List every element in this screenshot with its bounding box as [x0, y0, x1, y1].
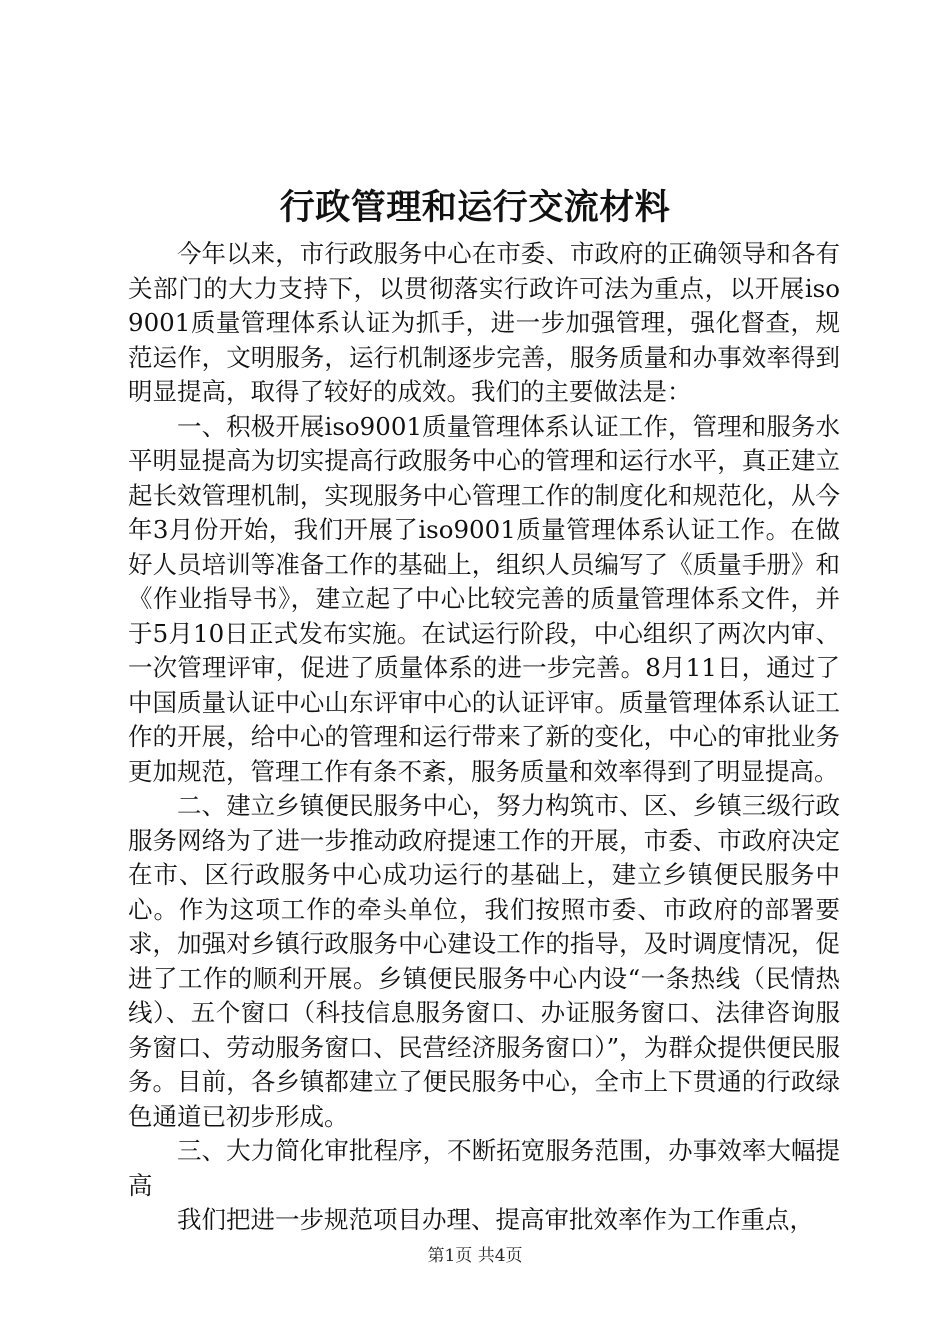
paragraph-section-3-heading: 三、大力简化审批程序，不断拓宽服务范围，办事效率大幅提高 [128, 1136, 840, 1200]
page-number-footer: 第1页 共4页 [427, 1246, 523, 1266]
document-body [128, 237, 840, 1238]
paragraph-section-1: 一、积极开展iso9001质量管理体系认证工作，管理和服务水平明显提高为切实提高行政服务中心的管理和运行水平，真正建立起长效管理机制，实现服务中心管理工作的制度化和规范化，从今年3月份开始，我们开展了iso9001质量管理体系认证工作。在做好人员培训等准备工作的基础上，组织人员编写了《质量手册》和《作业指导书》，建立起了中心比较完善的质量管理体系文件，并于5月10日正式发布实施。在试运行阶段，中心组织了两次内审、一次管理评审，促进了质量体系的进一步完善。8月11日，通过了中国质量认证中心山东评审中心的认证评审。质量管理体系认证工作的开展，给中心的管理和运行带来了新的变化，中心的审批业务更加规范，管理工作有条不紊，服务质量和效率得到了明显提高。 [128, 411, 840, 786]
paragraph-section-2: 二、建立乡镇便民服务中心，努力构筑市、区、乡镇三级行政服务网络为了进一步推动政府提速工作的开展，市委、市政府决定在市、区行政服务中心成功运行的基础上，建立乡镇便民服务中心。作为这项工作的牵头单位，我们按照市委、市政府的部署要求，加强对乡镇行政服务中心建设工作的指导，及时调度情况，促进了工作的顺利开展。乡镇便民服务中心内设“一条热线（民情热线）、五个窗口（科技信息服务窗口、办证服务窗口、法律咨询服务窗口、劳动服务窗口、民营经济服务窗口）”，为群众提供便民服务。目前，各乡镇都建立了便民服务中心，全市上下贯通的行政绿色通道已初步形成。 [128, 791, 840, 1131]
document-title: 行政管理和运行交流材料 [279, 187, 671, 228]
paragraph-section-3-body: 我们把进一步规范项目办理、提高审批效率作为工作重点， [177, 1205, 814, 1234]
paragraph-intro: 今年以来，市行政服务中心在市委、市政府的正确领导和各有关部门的大力支持下，以贯彻落实行政许可法为重点，以开展iso9001质量管理体系认证为抓手，进一步加强管理，强化督查，规范运作，文明服务，运行机制逐步完善，服务质量和办事效率得到明显提高，取得了较好的成效。我们的主要做法是： [128, 239, 840, 406]
